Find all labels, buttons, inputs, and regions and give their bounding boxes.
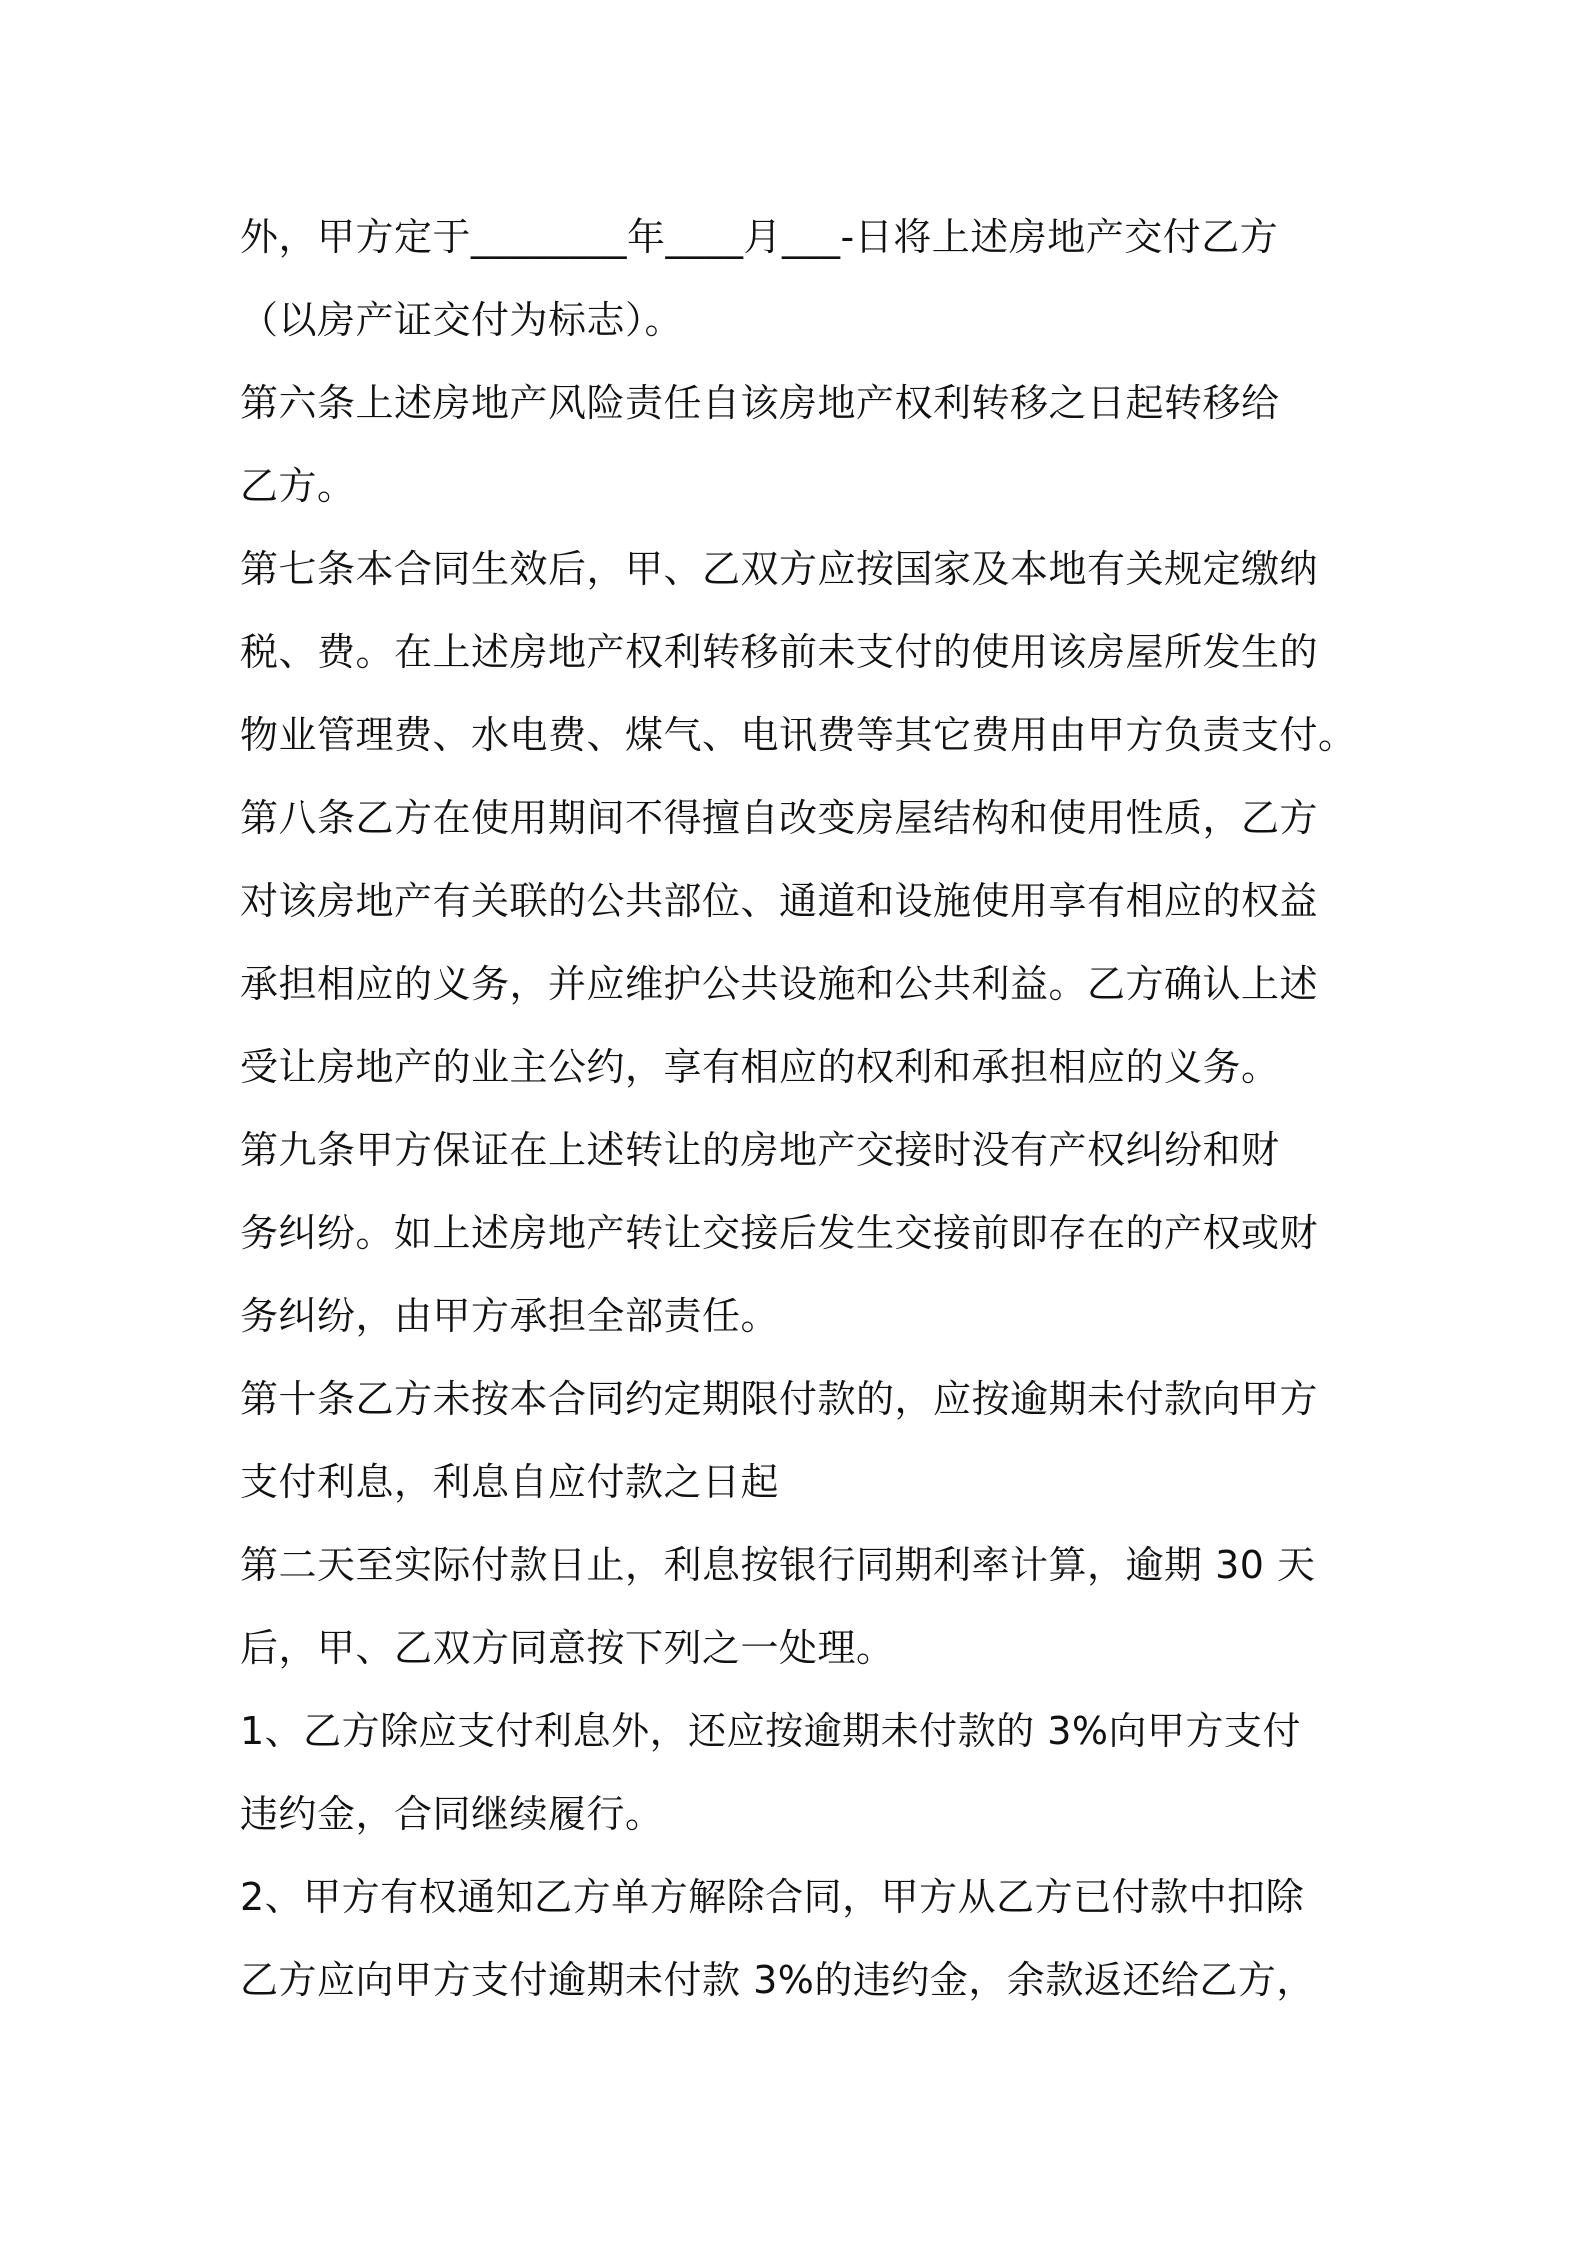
text-line: 受让房地产的业主公约，享有相应的权利和承担相应的义务。 (240, 1045, 1280, 1089)
text-line: 乙方。 (240, 464, 356, 508)
text-line: 2、甲方有权通知乙方单方解除合同，甲方从乙方已付款中扣除 (240, 1875, 1305, 1919)
text-line: 外，甲方定于________年____月___-日将上述房地产交付乙方 (240, 215, 1279, 259)
text-line: 对该房地产有关联的公共部位、通道和设施使用享有相应的权益 (240, 879, 1319, 923)
text-line: 第七条本合同生效后，甲、乙双方应按国家及本地有关规定缴纳 (240, 547, 1319, 591)
text-line: 第九条甲方保证在上述转让的房地产交接时没有产权纠纷和财 (240, 1128, 1280, 1172)
text-line: 第十条乙方未按本合同约定期限付款的，应按逾期未付款向甲方 (240, 1377, 1319, 1421)
text-line: 务纠纷，由甲方承担全部责任。 (240, 1294, 780, 1338)
text-line: 第二天至实际付款日止，利息按银行同期利率计算，逾期 30 天 (240, 1543, 1316, 1587)
document-body (240, 196, 1360, 2022)
text-line: 承担相应的义务，并应维护公共设施和公共利益。乙方确认上述 (240, 962, 1319, 1006)
text-line: 违约金，合同继续履行。 (240, 1792, 664, 1836)
text-line: 后，甲、乙双方同意按下列之一处理。 (240, 1626, 895, 1670)
text-line: 第六条上述房地产风险责任自该房地产权利转移之日起转移给 (240, 381, 1280, 425)
text-line: 支付利息，利息自应付款之日起 (240, 1460, 780, 1504)
text-line: 税、费。在上述房地产权利转移前未支付的使用该房屋所发生的 (240, 630, 1319, 674)
text-line: （以房产证交付为标志）。 (240, 298, 684, 342)
text-line: 乙方应向甲方支付逾期未付款 3%的违约金，余款返还给乙方， (240, 1958, 1315, 2002)
text-line: 物业管理费、水电费、煤气、电讯费等其它费用由甲方负责支付。 (240, 713, 1357, 757)
text-line: 1、乙方除应支付利息外，还应按逾期未付款的 3%向甲方支付 (240, 1709, 1302, 1753)
text-line: 务纠纷。如上述房地产转让交接后发生交接前即存在的产权或财 (240, 1211, 1319, 1255)
text-line: 第八条乙方在使用期间不得擅自改变房屋结构和使用性质，乙方 (240, 796, 1319, 840)
